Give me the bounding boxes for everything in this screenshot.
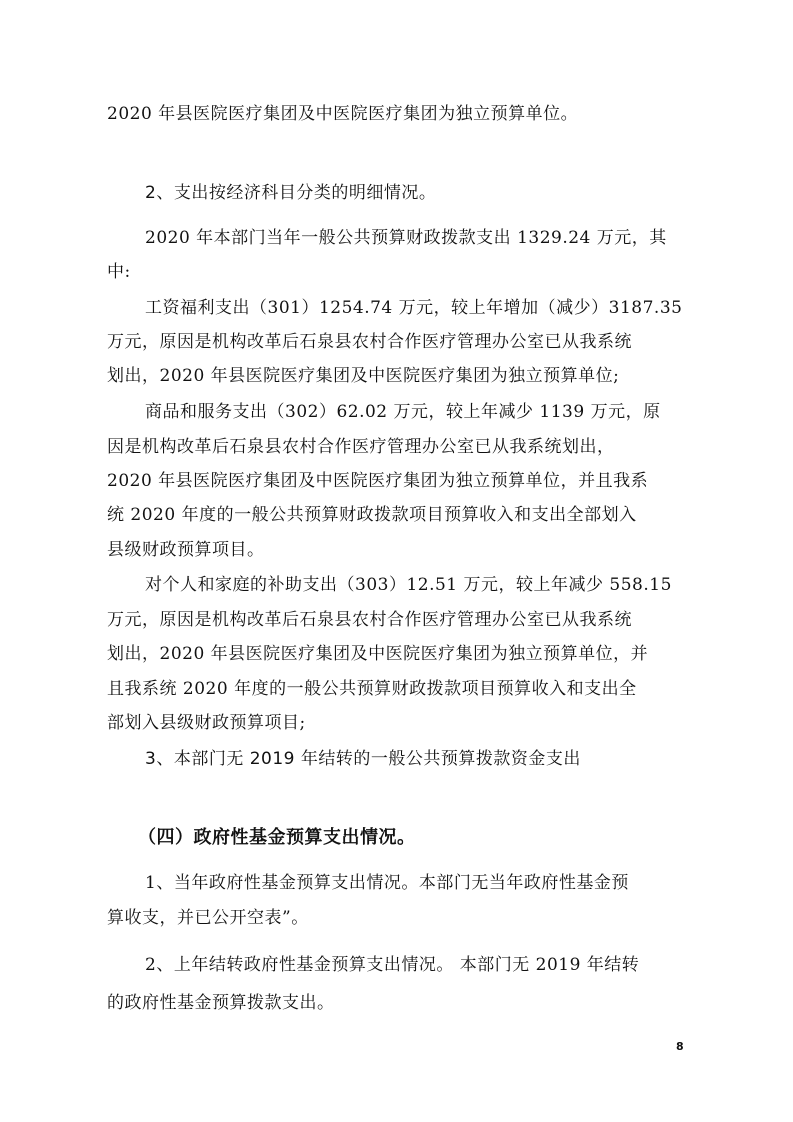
page-number: 8 (676, 1040, 684, 1053)
paragraph-line: 2、上年结转政府性基金预算支出情况。 本部门无 2019 年结转 (145, 955, 640, 975)
section-title: （四）政府性基金预算支出情况。 (138, 827, 416, 848)
paragraph-line: 中: (107, 262, 131, 282)
paragraph-line: 商品和服务支出（302）62.02 万元，较上年减少 1139 万元，原 (145, 402, 661, 422)
paragraph-line: 部划入县级财政预算项目; (107, 713, 306, 733)
paragraph-line: 工资福利支出（301）1254.74 万元，较上年增加（减少）3187.35 (145, 298, 683, 318)
paragraph-line: 2020 年本部门当年一般公共预算财政拨款支出 1329.24 万元，其 (145, 228, 667, 248)
paragraph-line: 2020 年县医院医疗集团及中医院医疗集团为独立预算单位。 (107, 104, 579, 124)
paragraph-line: 算收支，并已公开空表”。 (107, 908, 309, 928)
paragraph-line: 对个人和家庭的补助支出（303）12.51 万元，较上年减少 558.15 (145, 575, 672, 595)
paragraph-line: 万元，原因是机构改革后石泉县农村合作医疗管理办公室已从我系统 (107, 332, 632, 352)
section-heading: 3、本部门无 2019 年结转的一般公共预算拨款资金支出 (145, 749, 581, 769)
paragraph-line: 划出，2020 年县医院医疗集团及中医院医疗集团为独立预算单位，并 (107, 644, 649, 664)
section-heading: 2、支出按经济科目分类的明细情况。 (145, 183, 437, 203)
paragraph-line: 统 2020 年度的一般公共预算财政拨款项目预算收入和支出全部划入 (107, 505, 637, 525)
paragraph-line: 1、当年政府性基金预算支出情况。本部门无当年政府性基金预 (145, 873, 629, 893)
paragraph-line: 县级财政预算项目。 (107, 540, 265, 560)
paragraph-line: 且我系统 2020 年度的一般公共预算财政拨款项目预算收入和支出全 (107, 679, 637, 699)
paragraph-line: 2020 年县医院医疗集团及中医院医疗集团为独立预算单位，并且我系 (107, 471, 649, 491)
paragraph-line: 的政府性基金预算拨款支出。 (107, 993, 335, 1013)
paragraph-line: 万元，原因是机构改革后石泉县农村合作医疗管理办公室已从我系统 (107, 610, 632, 630)
paragraph-line: 划出，2020 年县医院医疗集团及中医院医疗集团为独立预算单位; (107, 366, 620, 386)
paragraph-line: 因是机构改革后石泉县农村合作医疗管理办公室已从我系统划出， (107, 437, 615, 457)
